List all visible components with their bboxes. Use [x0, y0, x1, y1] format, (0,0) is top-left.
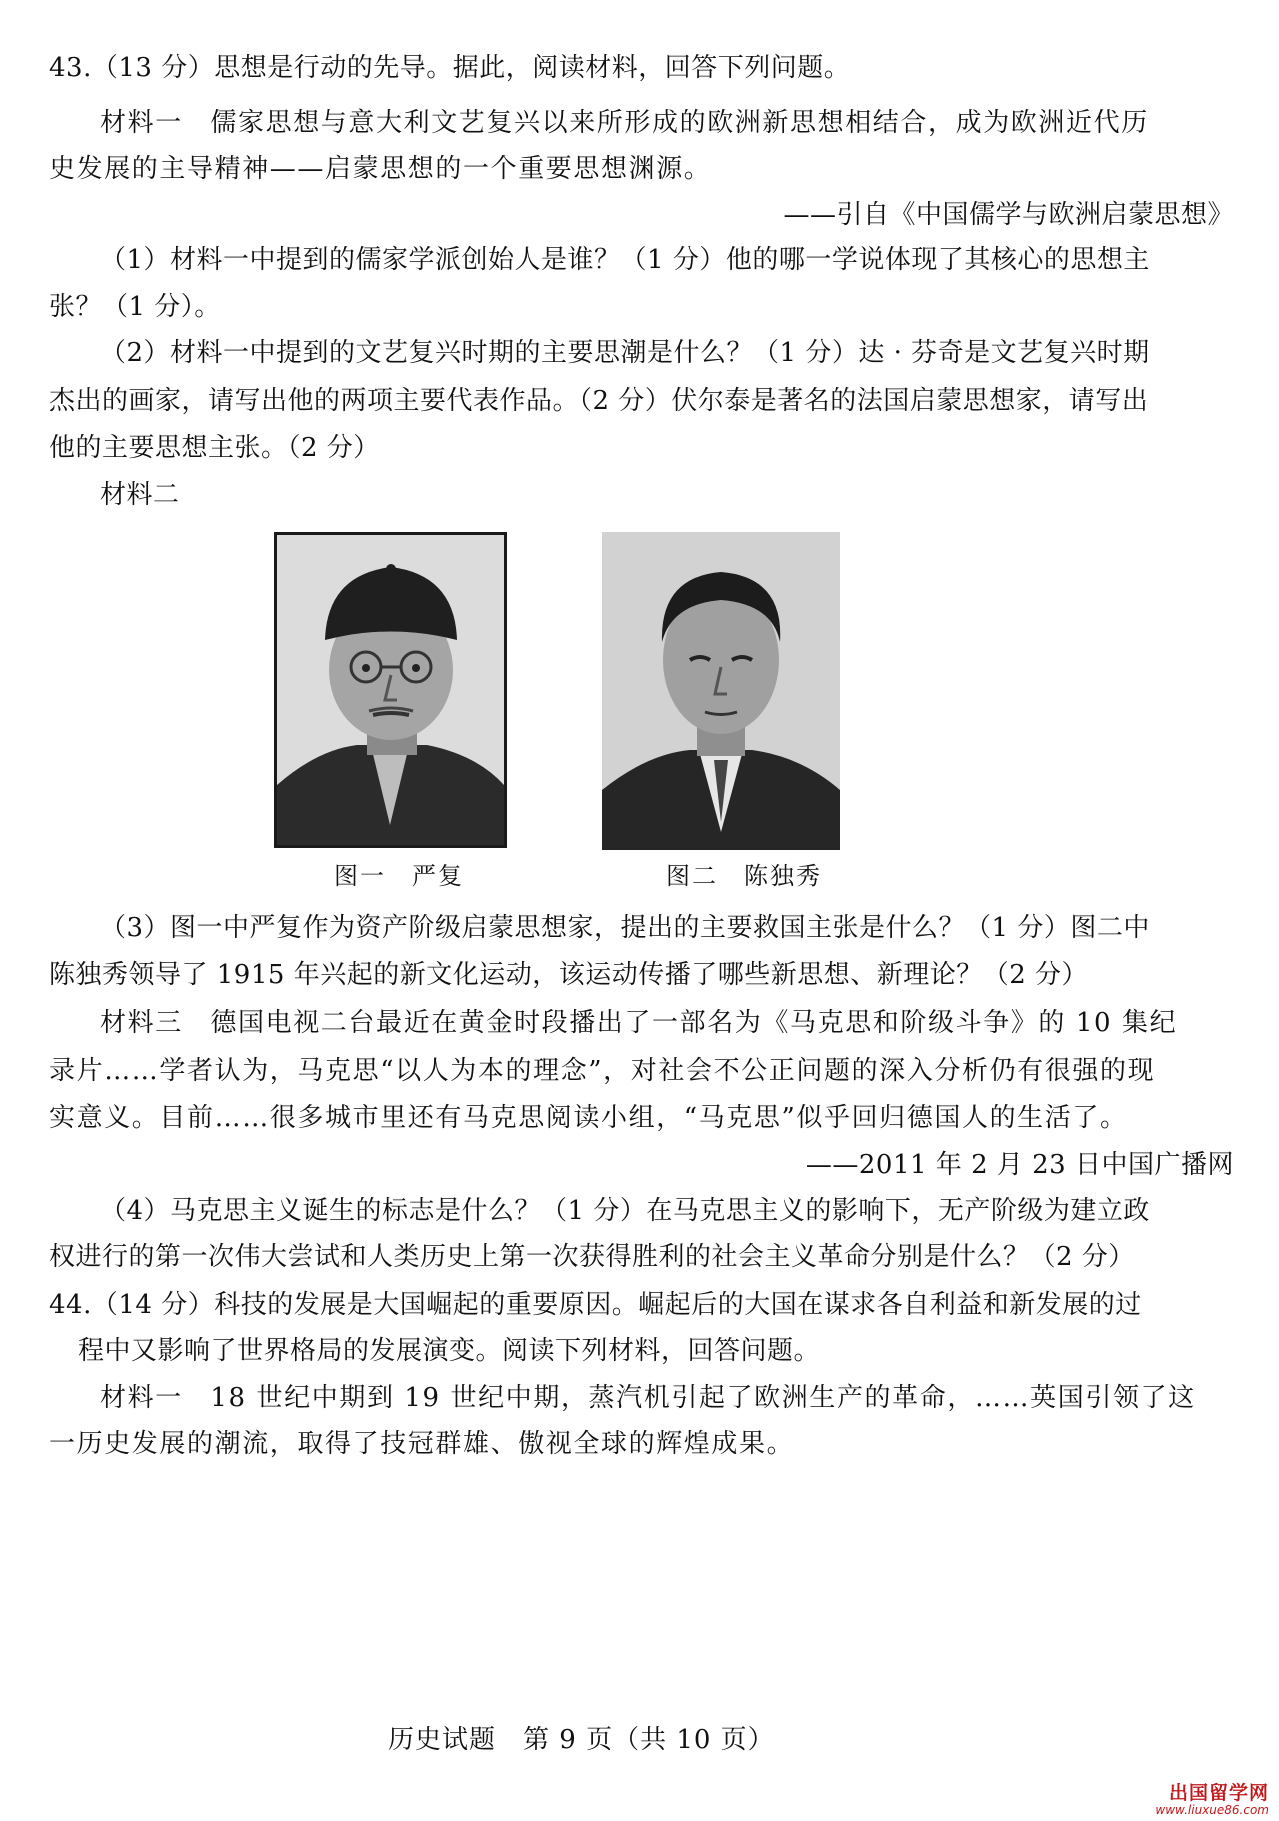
chen-duxiu-portrait-image	[602, 532, 840, 850]
q43-material3-line2: 录片……学者认为，马克思“以人为本的理念”，对社会不公正问题的深入分析仍有很强的现	[49, 1056, 1156, 1086]
q43-material3-line1: 材料三 德国电视二台最近在黄金时段播出了一部名为《马克思和阶级斗争》的 10 集纪	[100, 1008, 1178, 1038]
watermark-title: 出国留学网	[1168, 1782, 1269, 1805]
q43-material3-source: ——2011 年 2 月 23 日中国广播网	[805, 1150, 1234, 1180]
q43-material3-line3: 实意义。目前……很多城市里还有马克思阅读小组，“马克思”似乎回归德国人的生活了。	[49, 1103, 1128, 1133]
chen-duxiu-portrait	[602, 532, 840, 850]
q43-sub2-line1: （2）材料一中提到的文艺复兴时期的主要思潮是什么？（1 分）达 · 芬奇是文艺复兴时期	[100, 338, 1150, 368]
q43-sub1-line2: 张？（1 分）。	[49, 292, 221, 322]
q43-material1-line2: 史发展的主导精神——启蒙思想的一个重要思想渊源。	[49, 154, 712, 184]
q43-sub1-line1: （1）材料一中提到的儒家学派创始人是谁？（1 分）他的哪一学说体现了其核心的思想主	[100, 245, 1150, 275]
yan-fu-portrait	[274, 532, 507, 848]
figure2-caption: 图二 陈独秀	[666, 862, 822, 890]
q43-material1-line1: 材料一 儒家思想与意大利文艺复兴以来所形成的欧洲新思想相结合，成为欧洲近代历	[100, 108, 1149, 138]
q43-sub2-line3: 他的主要思想主张。（2 分）	[49, 433, 380, 463]
q44-material1-line1: 材料一 18 世纪中期到 19 世纪中期，蒸汽机引起了欧洲生产的革命，……英国引领了这	[100, 1383, 1196, 1413]
site-watermark	[1155, 1784, 1269, 1817]
q43-sub4-line1: （4）马克思主义诞生的标志是什么？（1 分）在马克思主义的影响下，无产阶级为建立政	[100, 1196, 1150, 1226]
q43-sub2-line2: 杰出的画家，请写出他的两项主要代表作品。（2 分）伏尔泰是著名的法国启蒙思想家，请写出	[49, 386, 1149, 416]
page-footer: 历史试题 第 9 页（共 10 页）	[388, 1725, 775, 1755]
q43-sub3-line2: 陈独秀领导了 1915 年兴起的新文化运动，该运动传播了哪些新思想、新理论？（2 分）	[49, 960, 1089, 990]
q43-sub4-line2: 权进行的第一次伟大尝试和人类历史上第一次获得胜利的社会主义革命分别是什么？（2 分）	[49, 1242, 1135, 1272]
watermark-url: www.liuxue86.com	[1155, 1803, 1269, 1818]
q43-sub3-line1: （3）图一中严复作为资产阶级启蒙思想家，提出的主要救国主张是什么？（1 分）图二中	[100, 913, 1150, 943]
yan-fu-portrait-image	[277, 535, 504, 845]
q44-material1-line2: 一历史发展的潮流，取得了技冠群雄、傲视全球的辉煌成果。	[49, 1429, 795, 1459]
q44-stem-line1: 44.（14 分）科技的发展是大国崛起的重要原因。崛起后的大国在谋求各自利益和新发展的过	[49, 1290, 1142, 1320]
q43-material2-label: 材料二	[100, 480, 180, 510]
figure1-caption: 图一 严复	[334, 862, 464, 890]
q43-material1-source: ——引自《中国儒学与欧洲启蒙思想》	[783, 200, 1234, 230]
q43-stem: 43.（13 分）思想是行动的先导。据此，阅读材料，回答下列问题。	[49, 53, 851, 83]
q44-stem-line2: 程中又影响了世界格局的发展演变。阅读下列材料，回答问题。	[78, 1336, 821, 1366]
